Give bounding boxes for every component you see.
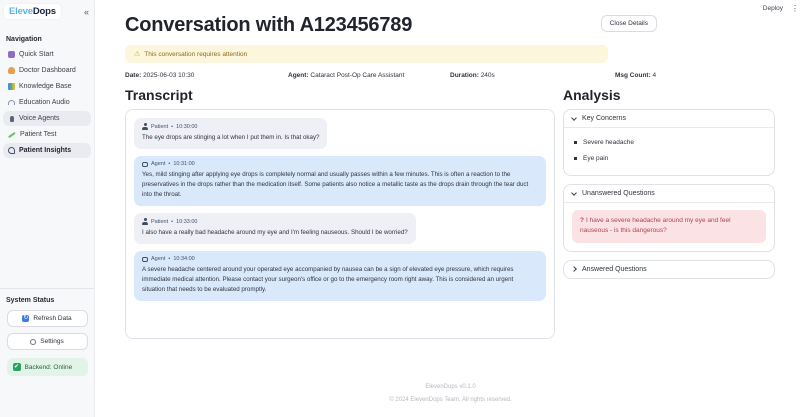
refresh-icon: ↻ <box>23 315 29 321</box>
message-bubble: Agent • 10:31:00 Yes, mild stinging after applying eye drops is completely normal and usually passes within a few minutes. This is often a reaction to the preservatives in the drops rather than the medication itself. Some patients also notice a metallic taste as the drops drain through the tear duct into the throat. <box>134 156 546 206</box>
sidebar-item[interactable] <box>3 95 91 110</box>
close-details-button[interactable]: Close Details <box>601 15 657 32</box>
concern-item: Eye pain <box>572 151 766 167</box>
person-icon <box>142 123 148 130</box>
backend-status-badge <box>7 358 88 376</box>
app-logo-part2: Dops <box>32 6 56 17</box>
sidebar-item-label: Knowledge Base <box>19 83 72 90</box>
question-icon: ? <box>580 217 584 224</box>
nav-section-title: Navigation <box>6 36 42 43</box>
refresh-data-button[interactable] <box>7 310 88 327</box>
settings-button[interactable] <box>7 333 88 350</box>
message-bubble: Patient • 10:30:00 The eye drops are stinging a lot when I put them in. Is that okay? <box>134 118 327 149</box>
message-time: 10:34:00 <box>173 256 195 263</box>
unanswered-question-alert <box>572 210 766 243</box>
main-content <box>95 0 806 417</box>
message-text: Yes, mild stinging after applying eye drops is completely normal and usually passes within a few minutes. This is often a reaction to the preservatives in the drops rather than the medication itself. Some patients also notice a metallic taste as the drops drain through the tear duct into the throat. <box>142 171 529 199</box>
chat-icon <box>8 147 15 154</box>
key-concerns-label: Key Concerns <box>582 115 626 122</box>
person-icon <box>142 218 148 225</box>
refresh-data-label: Refresh Data <box>33 315 72 322</box>
warning-icon: ⚠ <box>134 51 141 58</box>
message-bubble: Patient • 10:33:00 I also have a really bad headache around my eye and I'm feeling nauseous. Should I be worried? <box>134 213 416 244</box>
unanswered-question-text: I have a severe headache around my eye and feel nauseous - is this dangerous? <box>580 217 731 235</box>
book-icon <box>8 51 15 58</box>
message-time: 10:30:00 <box>176 123 198 130</box>
unanswered-questions-expander <box>563 184 775 252</box>
unanswered-questions-label: Unanswered Questions <box>582 190 655 197</box>
message-bubble: Agent • 10:34:00 A severe headache centered around your operated eye accompanied by nausea can be a sign of elevated eye pressure, which requires immediate medical attention. Please contact your surgeon's office or go to the emergency room right away. This is considered an urgent situation that needs to be evaluated promptly. <box>134 251 546 301</box>
footer-copyright: © 2024 ElevenDops Team. All rights reserved. <box>389 397 512 403</box>
analysis-title: Analysis <box>563 87 621 103</box>
footer-version: ElevenDops v0.1.0 <box>425 384 476 390</box>
sidebar-item[interactable] <box>3 111 91 126</box>
sidebar-item[interactable] <box>3 63 91 78</box>
system-status-section <box>0 288 94 376</box>
warning-banner <box>125 45 608 63</box>
sidebar-item-label: Voice Agents <box>19 115 60 122</box>
answered-questions-header[interactable] <box>564 261 774 278</box>
doctor-icon <box>8 67 15 74</box>
conversation-meta <box>125 72 775 79</box>
analysis-section <box>563 87 775 339</box>
key-concerns-header[interactable] <box>564 110 774 128</box>
transcript-title: Transcript <box>125 87 193 103</box>
sidebar-item[interactable] <box>3 47 91 62</box>
pencil-icon <box>8 132 16 139</box>
sidebar-item[interactable] <box>3 127 91 142</box>
unanswered-questions-header[interactable] <box>564 185 774 203</box>
chevron-down-icon <box>571 190 577 196</box>
app-logo-part1: Eleve <box>9 6 33 17</box>
system-status-title: System Status <box>6 297 55 304</box>
robot-icon <box>142 257 148 262</box>
warning-text: This conversation requires attention <box>144 50 248 58</box>
meta-duration: Duration: 240s <box>450 72 495 79</box>
sidebar-item-label: Patient Insights <box>19 147 72 154</box>
message-time: 10:31:00 <box>173 161 195 168</box>
deploy-button[interactable]: Deploy <box>762 5 783 12</box>
message-role: Agent <box>151 161 166 168</box>
bullet-icon <box>574 141 577 144</box>
app-logo <box>4 4 61 19</box>
concern-item: Severe headache <box>572 135 766 151</box>
backend-status-label: Backend: Online <box>24 363 73 371</box>
gear-icon <box>30 339 36 345</box>
page-title: Conversation with A123456789 <box>125 14 413 36</box>
message-text: I also have a really bad headache around my eye and I'm feeling nauseous. Should I be worried? <box>142 229 408 237</box>
books-icon <box>8 83 15 90</box>
chevron-right-icon <box>571 266 577 272</box>
sidebar-nav <box>0 47 94 158</box>
message-role: Agent <box>151 256 166 263</box>
sidebar <box>0 0 95 417</box>
sidebar-item-label: Quick Start <box>19 51 54 58</box>
answered-questions-label: Answered Questions <box>582 265 647 273</box>
sidebar-item[interactable] <box>3 79 91 94</box>
settings-label: Settings <box>40 338 64 345</box>
bullet-icon <box>574 157 577 160</box>
chevron-down-icon <box>571 115 577 121</box>
message-text: A severe headache centered around your operated eye accompanied by nausea can be a sign of elevated eye pressure, which requires immediate medical attention. Please contact your surgeon's office or go to the emergency room right away. This is considered an urgent situation that needs to be evaluated promptly. <box>142 266 514 294</box>
microphone-icon <box>10 116 14 122</box>
sidebar-collapse-icon[interactable]: « <box>83 6 89 17</box>
transcript-section <box>125 87 555 339</box>
robot-icon <box>142 162 148 167</box>
sidebar-item-label: Education Audio <box>19 99 70 106</box>
transcript-panel <box>125 109 555 339</box>
meta-agent: Agent: Cataract Post-Op Care Assistant <box>288 72 405 79</box>
key-concerns-expander <box>563 109 775 176</box>
message-time: 10:33:00 <box>176 218 198 225</box>
sidebar-item-label: Patient Test <box>20 131 57 138</box>
check-icon: ✔ <box>13 364 20 370</box>
meta-date: Date: 2025-06-03 10:30 <box>125 72 195 79</box>
headphones-icon <box>8 100 15 105</box>
message-text: The eye drops are stinging a lot when I put them in. Is that okay? <box>142 134 320 141</box>
kebab-menu-icon[interactable]: ⋮ <box>791 4 799 13</box>
sidebar-item-label: Doctor Dashboard <box>19 67 76 74</box>
sidebar-item[interactable] <box>3 143 91 158</box>
meta-msg-count: Msg Count: 4 <box>615 72 657 79</box>
message-role: Patient <box>151 218 169 225</box>
answered-questions-expander <box>563 260 775 279</box>
footer <box>95 377 806 403</box>
message-role: Patient <box>151 123 169 130</box>
